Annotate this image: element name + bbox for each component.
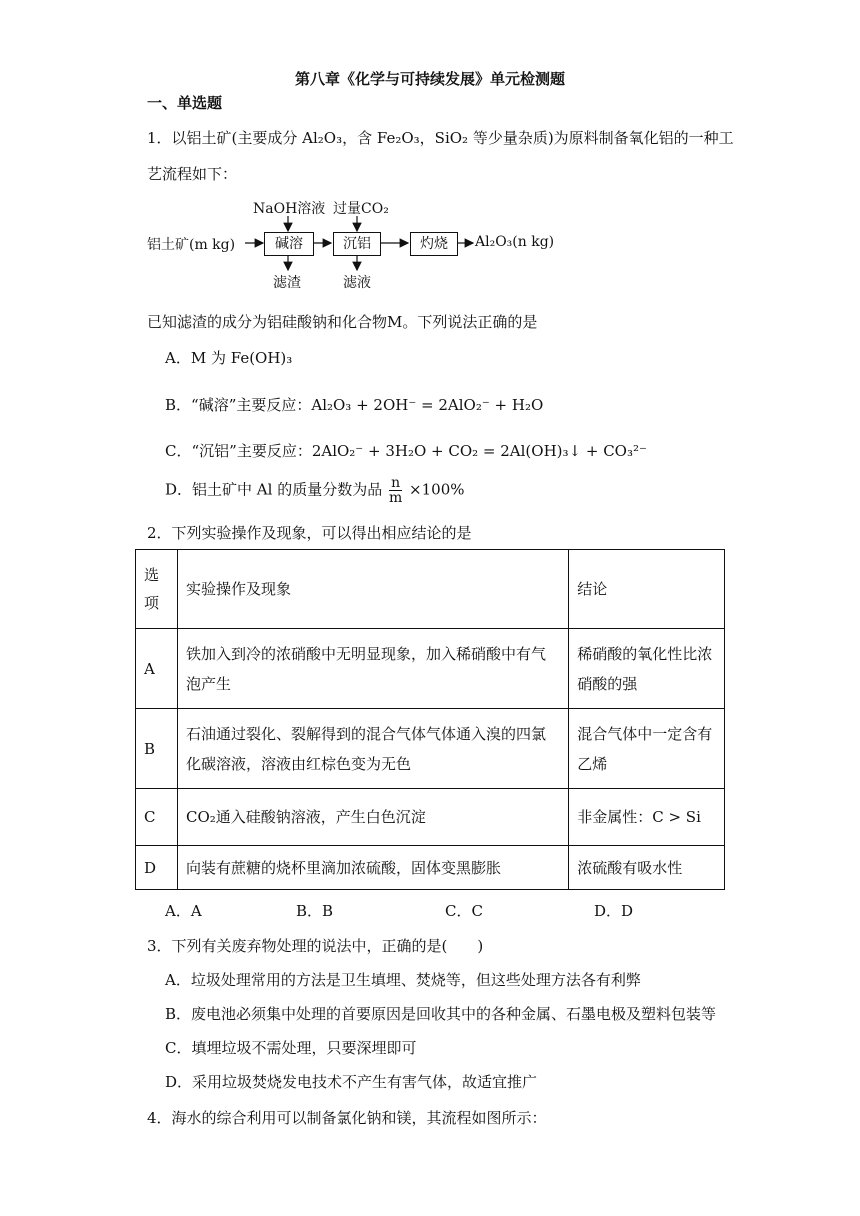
flow-reagent-co2: 过量CO₂ — [333, 201, 389, 217]
q2-experiment-table — [135, 549, 725, 890]
q1-option-d — [165, 476, 465, 505]
q1-option-c: C．“沉铝”主要反应：2AlO₂⁻ + 3H₂O + CO₂ = 2Al(OH)₃↓ + CO₃²⁻ — [165, 442, 647, 460]
q1-stem-line1: 1．以铝土矿(主要成分 Al₂O₃，含 Fe₂O₃，SiO₂ 等少量杂质)为原料制备氧化铝的一种工 — [147, 129, 734, 147]
table-row — [136, 709, 725, 789]
table-cell: 浓硫酸有吸水性 — [569, 846, 725, 890]
header-cell: 实验操作及现象 — [177, 550, 568, 629]
q1-option-b: B．“碱溶”主要反应：Al₂O₃ + 2OH⁻ = 2AlO₂⁻ + H₂O — [165, 396, 544, 414]
table-row — [136, 846, 725, 890]
flow-waste-residue: 滤渣 — [273, 275, 301, 291]
table-cell: 铁加入到冷的浓硝酸中无明显现象，加入稀硝酸中有气泡产生 — [177, 629, 568, 709]
table-cell: C — [136, 789, 178, 846]
page-title: 第八章《化学与可持续发展》单元检测题 — [294, 70, 565, 88]
q4-stem: 4．海水的综合利用可以制备氯化钠和镁，其流程如图所示： — [147, 1109, 547, 1127]
q1-process-flow-diagram — [147, 196, 567, 296]
table-cell: 混合气体中一定含有乙烯 — [569, 709, 725, 789]
flow-output-label: Al₂O₃(n kg) — [475, 234, 555, 250]
q1-option-d-prefix: D．铝土矿中 Al 的质量分数为品 — [165, 480, 383, 499]
q1-option-d-fraction — [389, 476, 402, 505]
flow-step-precipitate-al: 沉铝 — [333, 232, 381, 256]
flow-input-label: 铝土矿(m kg) — [147, 237, 236, 253]
q2-answer-c: C．C — [445, 902, 483, 920]
section-heading: 一、单选题 — [147, 94, 223, 112]
table-cell: 向装有蔗糖的烧杯里滴加浓硫酸，固体变黑膨胀 — [177, 846, 568, 890]
q2-answer-d: D．D — [594, 902, 634, 920]
flow-waste-filtrate: 滤液 — [343, 275, 371, 291]
table-cell: B — [136, 709, 178, 789]
flow-step-calcine: 灼烧 — [410, 232, 458, 256]
q1-stem-line2: 艺流程如下： — [147, 165, 238, 183]
flow-step-alkali-dissolve: 碱溶 — [264, 232, 314, 256]
header-cell: 选项 — [136, 550, 178, 629]
q3-option-a: A．垃圾处理常用的方法是卫生填埋、焚烧等，但这些处理方法各有利弊 — [165, 971, 641, 989]
table-cell: D — [136, 846, 178, 890]
q3-option-d: D．采用垃圾焚烧发电技术不产生有害气体，故适宜推广 — [165, 1073, 538, 1091]
table-cell: 稀硝酸的氧化性比浓硝酸的强 — [569, 629, 725, 709]
fraction-denominator: m — [388, 490, 403, 506]
table-cell: CO₂通入硅酸钠溶液，产生白色沉淀 — [177, 789, 568, 846]
table-cell: 石油通过裂化、裂解得到的混合气体气体通入溴的四氯化碳溶液，溶液由红棕色变为无色 — [177, 709, 568, 789]
table-row — [136, 629, 725, 709]
q3-option-b: B．废电池必须集中处理的首要原因是回收其中的各种金属、石墨电极及塑料包装等 — [165, 1005, 717, 1023]
table-cell: 非金属性：C > Si — [569, 789, 725, 846]
table-row — [136, 789, 725, 846]
fraction-numerator: n — [389, 476, 402, 491]
q2-answer-a: A．A — [165, 902, 202, 920]
q2-answer-b: B．B — [296, 902, 334, 920]
table-cell: A — [136, 629, 178, 709]
q2-stem: 2．下列实验操作及现象，可以得出相应结论的是 — [147, 524, 472, 542]
q3-option-c: C．填埋垃圾不需处理，只要深埋即可 — [165, 1039, 417, 1057]
q1-option-a: A．M 为 Fe(OH)₃ — [165, 349, 293, 367]
flow-reagent-naoh: NaOH溶液 — [253, 201, 326, 217]
q1-known-condition: 已知滤渣的成分为铝硅酸钠和化合物M。下列说法正确的是 — [147, 313, 538, 331]
q3-stem: 3．下列有关废弃物处理的说法中，正确的是( ) — [147, 937, 484, 955]
header-cell: 结论 — [569, 550, 725, 629]
table-header-row — [136, 550, 725, 629]
q1-option-d-suffix: ×100% — [409, 480, 465, 499]
